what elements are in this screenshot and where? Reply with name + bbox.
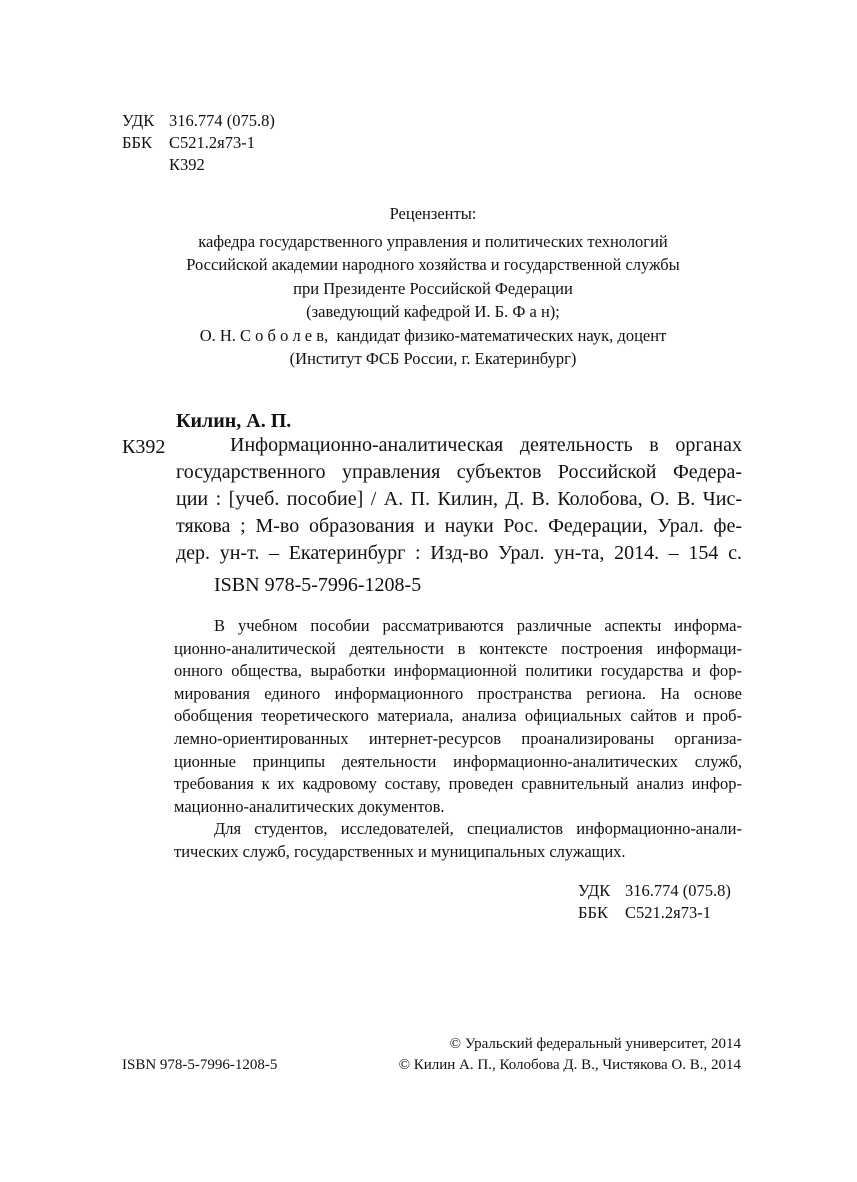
reviewers-block bbox=[100, 202, 766, 371]
record-line: ции : [учеб. пособие] / А. П. Килин, Д. В. Колобова, О. В. Чис- bbox=[176, 488, 742, 510]
udk-line-top bbox=[122, 110, 275, 132]
copyright-authors: © Килин А. П., Колобова Д. В., Чистякова О. В., 2014 bbox=[398, 1057, 741, 1073]
abstract-line: ционные принципы деятельности информационно-аналитических служб, bbox=[174, 751, 742, 771]
abstract-line: обобщения теоретического материала, анализа официальных сайтов и проб- bbox=[174, 706, 742, 726]
record-author: Килин, А. П. bbox=[176, 410, 292, 432]
record-line: тякова ; М-во образования и науки Рос. Федерации, Урал. фе- bbox=[176, 515, 742, 537]
footer-isbn: ISBN 978-5-7996-1208-5 bbox=[122, 1057, 278, 1073]
abstract-line: онного общества, выработки информационной политики государства и фор- bbox=[174, 661, 742, 681]
reviewer-line: (заведующий кафедрой И. Б. Ф а н); bbox=[306, 302, 560, 321]
reviewer-2-title: кандидат физико-математических наук, доцент bbox=[336, 325, 667, 345]
bbk-line-top bbox=[122, 132, 255, 154]
bbk-label: ББК bbox=[122, 133, 152, 152]
abstract-line: тических служб, государственных и муниципальных служащих. bbox=[174, 841, 626, 861]
classification-bottom bbox=[578, 880, 731, 924]
abstract-block bbox=[174, 615, 742, 864]
record-line: дер. ун-т. – Екатеринбург : Изд-во Урал. ун-та, 2014. – 154 с. bbox=[176, 542, 742, 564]
reviewer-line: при Президенте Российской Федерации bbox=[293, 278, 573, 298]
bbk-line-bottom bbox=[578, 902, 731, 924]
udk-line-bottom bbox=[578, 880, 731, 902]
bbk-label: ББК bbox=[578, 903, 608, 922]
abstract-line: В учебном пособии рассматриваются различные аспекты информа- bbox=[214, 616, 742, 635]
udk-value: 316.774 (075.8) bbox=[169, 111, 275, 130]
bbk-value: С521.2я73-1 bbox=[169, 133, 255, 152]
abstract-line: требования к их кадровому составу, проведен сравнительный анализ инфор- bbox=[174, 774, 742, 794]
bbk-value: С521.2я73-1 bbox=[625, 903, 711, 922]
record-isbn: ISBN 978-5-7996-1208-5 bbox=[214, 574, 422, 596]
udk-label: УДК bbox=[122, 111, 155, 130]
abstract-line: ционно-аналитической деятельности в контексте построения информаци- bbox=[174, 638, 742, 658]
record-line: государственного управления субъектов Российской Федера- bbox=[176, 461, 742, 483]
abstract-line: мирования единого информационного пространства региона. На основе bbox=[174, 683, 742, 703]
udk-label: УДК bbox=[578, 881, 611, 900]
copyright-university: © Уральский федеральный университет, 2014 bbox=[449, 1036, 741, 1052]
reviewer-2-line bbox=[100, 324, 766, 348]
reviewer-line: кафедра государственного управления и политических технологий bbox=[198, 231, 668, 251]
reviewer-2-org: (Институт ФСБ России, г. Екатеринбург) bbox=[289, 349, 577, 368]
udk-value: 316.774 (075.8) bbox=[625, 881, 731, 900]
author-mark-top: К392 bbox=[169, 155, 205, 174]
bibliographic-record bbox=[176, 432, 742, 567]
record-line: Информационно-аналитическая деятельность в органах bbox=[230, 434, 742, 456]
abstract-line: Для студентов, исследователей, специалистов информационно-анали- bbox=[214, 819, 742, 839]
abstract-line: лемно-ориентированных интернет-ресурсов проанализированы организа- bbox=[174, 728, 742, 748]
reviewer-2-name: О. Н. С о б о л е в, bbox=[199, 325, 329, 345]
abstract-line: мационно-аналитических документов. bbox=[174, 796, 445, 816]
reviewer-line: Российской академии народного хозяйства и государственной службы bbox=[186, 255, 680, 274]
reviewers-heading: Рецензенты: bbox=[389, 204, 477, 223]
record-author-mark: К392 bbox=[122, 436, 166, 458]
